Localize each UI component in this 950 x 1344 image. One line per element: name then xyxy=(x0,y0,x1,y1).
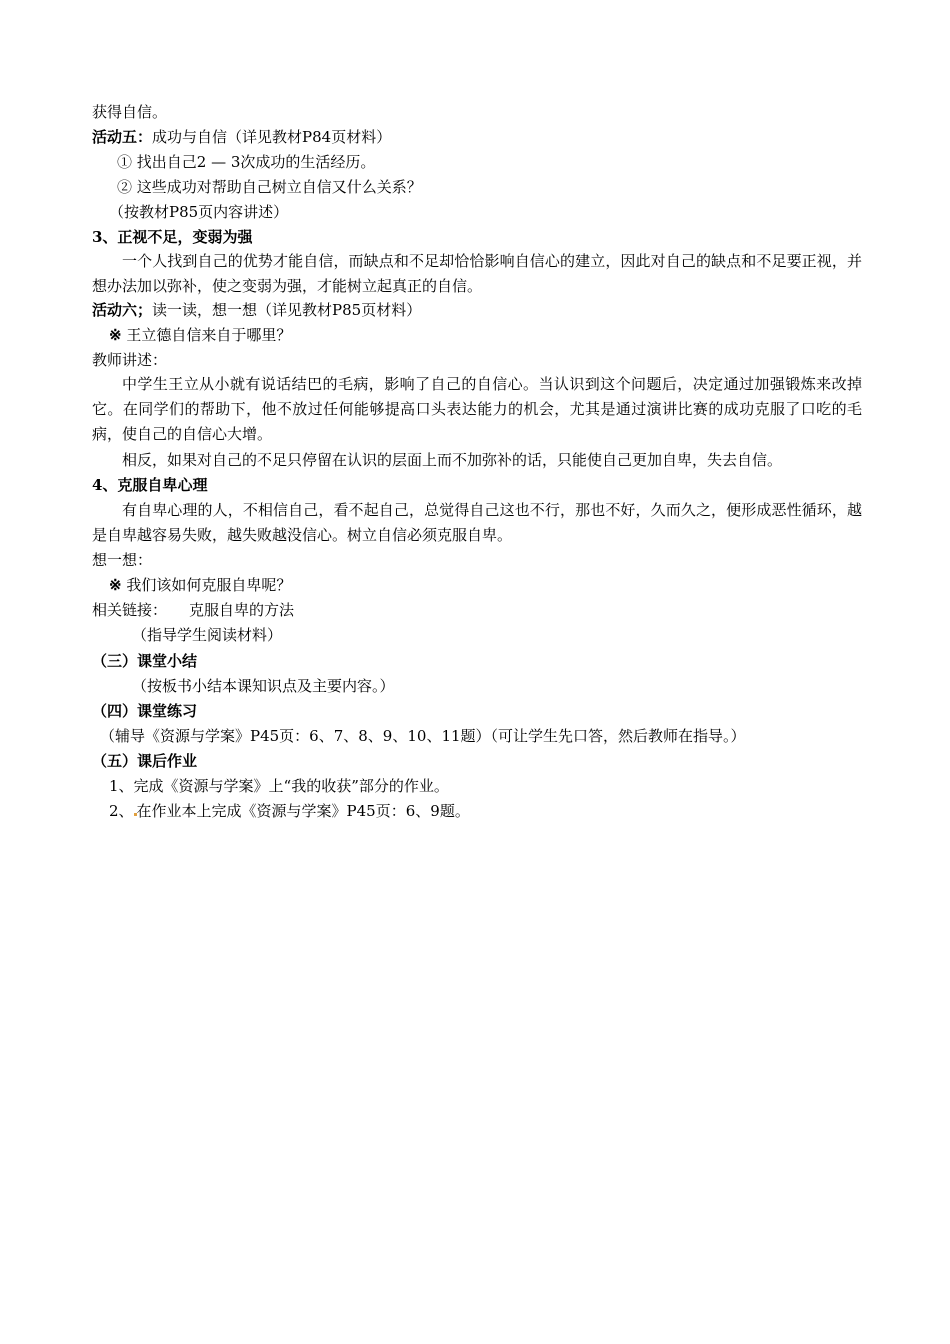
think-label: 想一想： xyxy=(92,551,153,569)
summary-title: （三）课堂小结 xyxy=(92,652,198,670)
related-link-text: 克服自卑的方法 xyxy=(189,601,295,619)
activity-5-line xyxy=(92,127,862,147)
homework-item-2-number: 2、 xyxy=(109,802,134,820)
activity-6-question xyxy=(109,325,879,345)
homework-item-2 xyxy=(109,801,879,821)
section-4-title: 4、克服自卑心理 xyxy=(92,476,208,494)
section-4-paragraph: 有自卑心理的人，不相信自己，看不起自己，总觉得自己这也不行，那也不好，久而久之，便形成恶性循环，越是自卑越容易失败，越失败越没信心。树立自信必须克服自卑。 xyxy=(92,501,862,544)
reference-mark-icon: ※ xyxy=(109,576,122,594)
think-question xyxy=(109,575,879,595)
related-link-note: （指导学生阅读材料） xyxy=(132,626,283,644)
contrast-paragraph: 相反，如果对自己的不足只停留在认识的层面上而不加弥补的话，只能使自己更加自卑，失去自信。 xyxy=(122,451,783,469)
homework-title: （五）课后作业 xyxy=(92,752,198,770)
activity-5-text: 成功与自信（详见教材P84页材料） xyxy=(152,128,392,146)
homework-item-1: 1、完成《资源与学案》上“我的收获”部分的作业。 xyxy=(109,777,449,795)
text-line: 获得自信。 xyxy=(92,103,168,121)
activity-6-text: 读一读，想一想（详见教材P85页材料） xyxy=(152,301,422,319)
activity-5-question-1: ① 找出自己2 — 3次成功的生活经历。 xyxy=(117,153,376,171)
teacher-label: 教师讲述： xyxy=(92,351,168,369)
activity-6-label: 活动六； xyxy=(92,301,153,319)
activity-6-line xyxy=(92,300,862,320)
practice-text: （辅导《资源与学案》P45页：6、7、8、9、10、11题）（可让学生先口答，然后教师在指导。） xyxy=(100,727,746,745)
reference-mark-icon: ※ xyxy=(109,326,122,344)
section-3-paragraph: 一个人找到自己的优势才能自信，而缺点和不足却恰恰影响自信心的建立，因此对自己的缺点和不足要正视，并想办法加以弥补，使之变弱为强，才能树立起真正的自信。 xyxy=(92,252,862,295)
story-paragraph: 中学生王立从小就有说话结巴的毛病，影响了自己的自信心。当认识到这个问题后，决定通过加强锻炼来改掉它。在同学们的帮助下，他不放过任何能够提高口头表达能力的机会，尤其是通过演讲比赛的成功克服了口吃的毛病，使自己的自信心大增。 xyxy=(92,375,862,443)
related-link-line xyxy=(92,600,862,620)
think-question-text: 我们该如何克服自卑呢？ xyxy=(121,576,292,594)
homework-item-2-text: 在作业本上完成《资源与学案》P45页：6、9题。 xyxy=(136,802,470,820)
practice-title: （四）课堂练习 xyxy=(92,702,198,720)
related-link-label: 相关链接： xyxy=(92,601,168,619)
activity-5-question-2: ② 这些成功对帮助自己树立自信又什么关系？ xyxy=(117,178,422,196)
activity-5-note: （按教材P85页内容讲述） xyxy=(109,203,289,221)
summary-text: （按板书小结本课知识点及主要内容。） xyxy=(132,677,395,695)
activity-5-label: 活动五： xyxy=(92,128,153,146)
section-3-title: 3、正视不足，变弱为强 xyxy=(92,228,253,246)
activity-6-question-text: 王立德自信来自于哪里？ xyxy=(121,326,292,344)
